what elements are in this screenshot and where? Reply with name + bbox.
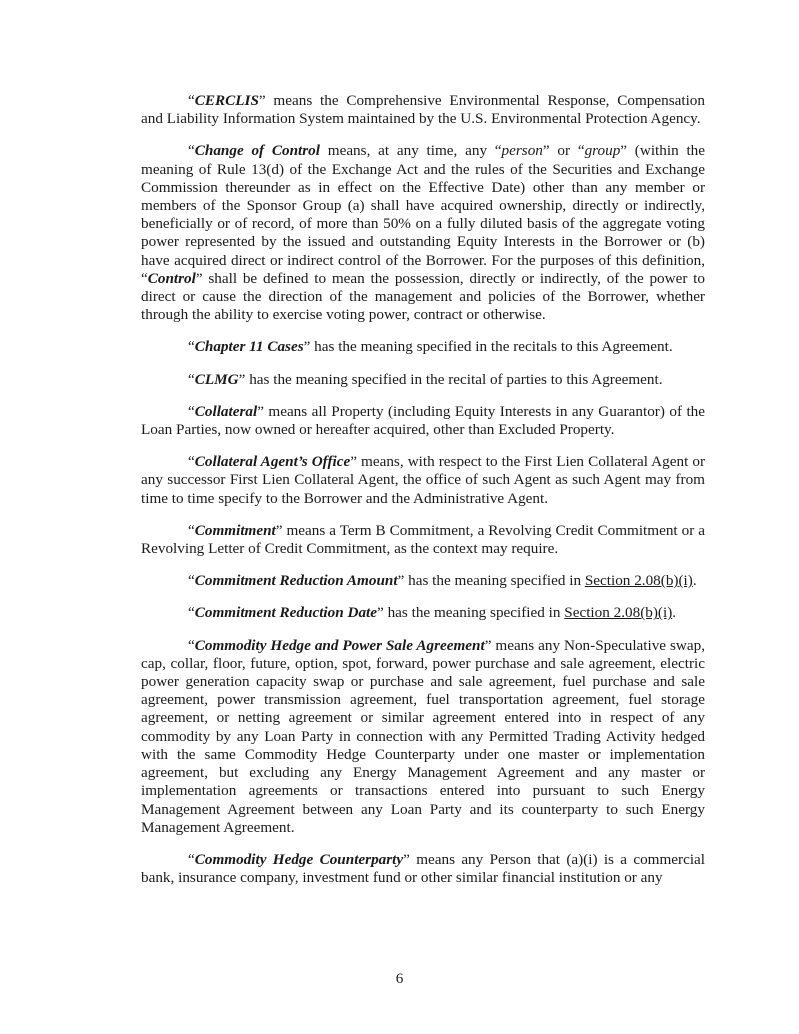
definition-text: ” shall be defined to mean the possession, directly or indirectly, of the power to direct or cause the direction of the management and policies of the Borrower, whether through the ability to exercise voting power, contract or otherwise. xyxy=(141,269,705,324)
definition-text: means a Term B Commitment, a Revolving Credit Commitment or a Revolving Letter of Credit Commitment, as the context may require. xyxy=(141,521,705,558)
definition-text: means the Comprehensive Environmental Response, Compensation and Liability Information System maintained by the U.S. Environmental Protection Agency. xyxy=(141,92,705,128)
definition-text: has the meaning specified in xyxy=(404,572,585,590)
definition-collateral-agents-office xyxy=(141,453,705,508)
definition-text: means, with respect to the First Lien Collateral Agent or any successor First Lien Collateral Agent, the office of such Agent as such Agent may from time to time specify to the Borrower and the Administrative Agent. xyxy=(141,453,706,507)
open-quote: “ xyxy=(188,370,195,388)
definition-text: means all Property (including Equity Interests in any Guarantor) of the Loan Parties, now owned or hereafter acquired, other than Excluded Property. xyxy=(141,402,705,439)
inner-defined-term-control: Control xyxy=(147,269,196,287)
defined-term: Commitment xyxy=(194,521,276,539)
open-quote: “ xyxy=(188,338,195,356)
close-quote: ” xyxy=(377,604,384,622)
open-quote: “ xyxy=(188,142,195,160)
defined-term: Commodity Hedge Counterparty xyxy=(194,850,404,868)
definition-text: means any Non-Speculative swap, cap, collar, floor, future, option, spot, forward, power purchase and sale agreement, electric power generation capacity swap or purchase and sale agreement, fuel purchase and sale agreement, power transmission agreement, fuel transportation agreement, fuel storage agreement, or netting agreement or similar agreement entered into in respect of any commodity by any Loan Party in connection with any Permitted Trading Activity hedged with the same Commodity Hedge Counterparty under one master or implementation agreement, but excluding any Energy Management Agreement and any master or implementation agreements or transactions entered into pursuant to such Energy Management Agreement between any Loan Party and its counterparty to such Energy Management Agreement. xyxy=(141,636,705,836)
definition-commitment-reduction-date xyxy=(141,604,705,622)
definition-text: ” (within the meaning of Rule 13(d) of the Exchange Act and the rules of the Securities and Exchange Commission thereunder as in effect on the Effective Date) other than any member or members of the Sponsor Group (a) shall have acquired ownership, directly or indirectly, beneficially or of record, of more than 50% on a fully diluted basis of the aggregate voting power represented by the issued and outstanding Equity Interests in the Borrower or (b) have acquired direct or indirect control of the Borrower. For the purposes of this definition, “ xyxy=(141,142,705,287)
definition-tail: . xyxy=(692,572,697,590)
definition-chapter-11-cases xyxy=(141,338,705,356)
open-quote: “ xyxy=(188,636,195,654)
open-quote: “ xyxy=(188,850,195,868)
close-quote: ” xyxy=(397,572,405,590)
defined-term: Commitment Reduction Amount xyxy=(194,572,398,590)
italic-word-person: person xyxy=(501,142,543,160)
definition-commitment-reduction-amount xyxy=(141,572,705,590)
close-quote: ” xyxy=(303,338,311,356)
open-quote: “ xyxy=(188,604,195,622)
definition-commodity-hedge-counterparty xyxy=(141,851,705,887)
close-quote: ” xyxy=(403,850,410,868)
definition-text: means, at any time, any “ xyxy=(320,142,502,160)
definition-tail: . xyxy=(672,604,677,622)
close-quote: ” xyxy=(275,521,283,539)
close-quote: ” xyxy=(258,92,266,109)
section-reference-link[interactable]: Section 2.08(b)(i) xyxy=(584,572,693,590)
section-reference-link[interactable]: Section 2.08(b)(i) xyxy=(564,604,673,622)
close-quote: ” xyxy=(484,636,492,654)
definition-commitment xyxy=(141,522,705,558)
open-quote: “ xyxy=(188,521,195,539)
close-quote: ” xyxy=(257,402,264,420)
definition-text: ” or “ xyxy=(542,142,585,160)
close-quote: ” xyxy=(238,370,246,388)
defined-term: Commitment Reduction Date xyxy=(194,604,378,622)
defined-term: CERCLIS xyxy=(194,92,259,109)
defined-term: Chapter 11 Cases xyxy=(194,338,304,356)
definition-text: has the meaning specified in the recital of parties to this Agreement. xyxy=(245,370,663,388)
defined-term: Commodity Hedge and Power Sale Agreement xyxy=(194,636,485,654)
definition-text: means any Person that (a)(i) is a commercial bank, insurance company, investment fund or other similar financial institution or any xyxy=(141,850,706,887)
document-body xyxy=(141,92,705,887)
definition-cerclis xyxy=(141,92,705,128)
definition-commodity-hedge-and-power-sale-agreement xyxy=(141,637,705,837)
defined-term: Collateral Agent’s Office xyxy=(194,453,351,471)
definition-clmg xyxy=(141,371,705,389)
defined-term: CLMG xyxy=(194,370,239,388)
defined-term: Change of Control xyxy=(194,142,320,160)
close-quote: ” xyxy=(350,453,357,471)
open-quote: “ xyxy=(188,402,195,420)
open-quote: “ xyxy=(188,453,195,471)
defined-term: Collateral xyxy=(194,402,258,420)
page-number: 6 xyxy=(395,970,404,987)
definition-text: has the meaning specified in xyxy=(383,604,565,622)
definition-change-of-control xyxy=(141,142,705,324)
open-quote: “ xyxy=(188,572,195,590)
italic-word-group: group xyxy=(584,142,621,160)
definition-collateral xyxy=(141,403,705,439)
open-quote: “ xyxy=(188,92,195,109)
definition-text: has the meaning specified in the recitals to this Agreement. xyxy=(310,338,673,356)
